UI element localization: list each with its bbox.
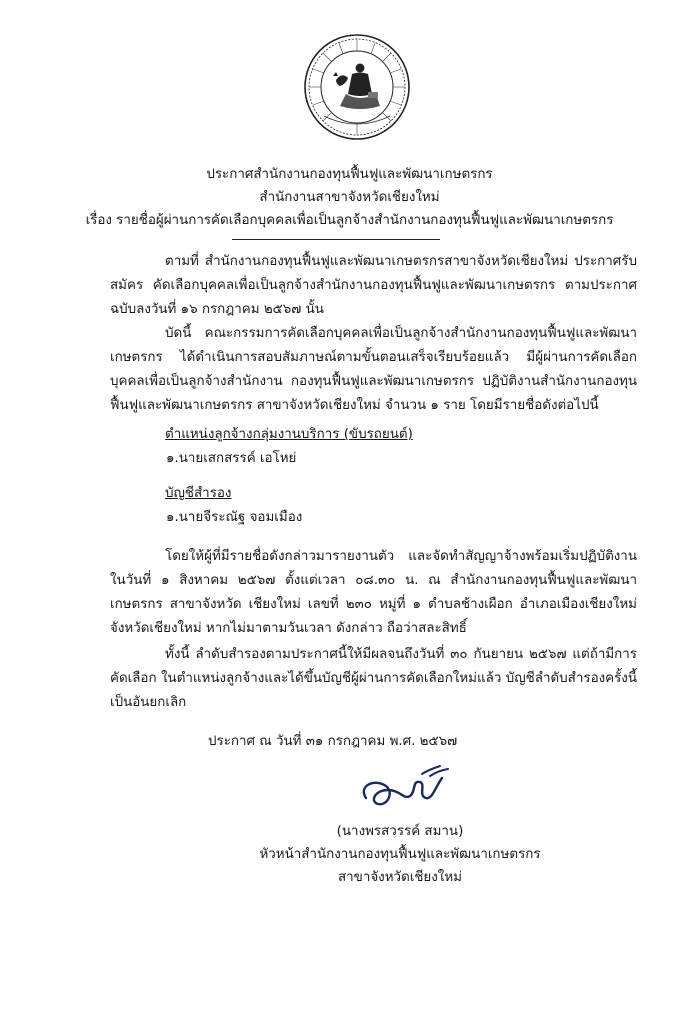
reserve-heading: บัญชีสำรอง	[165, 486, 232, 501]
position-section	[165, 423, 413, 471]
signer-block	[240, 820, 560, 889]
header-subject: เรื่อง รายชื่อผู้ผ่านการคัดเลือกบุคคลเพื่อเป็นลูกจ้างสำนักงานกองทุนฟื้นฟูและพัฒนาเกษตรกร	[85, 213, 614, 228]
signature-icon	[348, 760, 468, 820]
header-divider	[232, 239, 440, 240]
position-person: ๑.นายเสกสรรค์ เอโหย่	[166, 451, 297, 466]
paragraph-text: บัดนี้ คณะกรรมการคัดเลือกบุคคลเพื่อเป็นลูกจ้างสำนักงานกองทุนฟื้นฟูและพัฒนาเกษตรกร ได้ดำเนินการสอบสัมภาษณ์ตามขั้นตอนเสร็จเรียบร้อยแล้ว มีผู้ผ่านการคัดเลือกบุคคลเพื่อเป็นลูกจ้างสำนักงาน กองทุนฟื้นฟูและพัฒนาเกษตรกร ปฏิบัติงานสำนักงานกองทุนฟื้นฟูและพัฒนาเกษตรกร สาขาจังหวัดเชียงใหม่ จำนวน ๑ ราย โดยมีรายชื่อดังต่อไปนี้	[110, 326, 637, 413]
paragraph-text: ทั้งนี้ ลำดับสำรองตามประกาศนี้ให้มีผลจนถึงวันที่ ๓๐ กันยายน ๒๕๖๗ แต่ถ้ามีการคัดเลือก ในตำแหน่งลูกจ้างและได้ขึ้นบัญชีผู้ผ่านการคัดเลือกใหม่แล้ว บัญชีลำดับสำรองครั้งนี้เป็นอันยกเลิก	[110, 647, 637, 710]
header-agency: ประกาศสำนักงานกองทุนฟื้นฟูและพัฒนาเกษตรกร	[206, 167, 493, 182]
body-paragraph-4	[110, 643, 637, 715]
signer-title: หัวหน้าสำนักงานกองทุนฟื้นฟูและพัฒนาเกษตรกร	[259, 847, 541, 862]
announcement-date: ประกาศ ณ วันที่ ๓๑ กรกฎาคม พ.ศ. ๒๕๖๗	[208, 734, 458, 749]
announcement-header	[0, 163, 699, 232]
body-paragraph-2	[110, 322, 637, 418]
body-paragraph-3	[110, 545, 637, 641]
agency-seal-icon	[302, 32, 412, 142]
reserve-person: ๑.นายจีระณัฐ จอมเมือง	[166, 510, 303, 525]
signer-branch: สาขาจังหวัดเชียงใหม่	[337, 870, 463, 885]
header-branch: สำนักงานสาขาจังหวัดเชียงใหม่	[259, 190, 440, 205]
reserve-section	[165, 482, 302, 530]
paragraph-text: ตามที่ สำนักงานกองทุนฟื้นฟูและพัฒนาเกษตรกรสาขาจังหวัดเชียงใหม่ ประกาศรับสมัคร คัดเลือกบุคคลเพื่อเป็นลูกจ้างสำนักงานกองทุนฟื้นฟูและพัฒนาเกษตรกร ตามประกาศฉบับลงวันที่ ๑๖ กรกฎาคม ๒๕๖๗ นั้น	[110, 254, 637, 317]
paragraph-text: โดยให้ผู้ที่มีรายชื่อดังกล่าวมารายงานตัว และจัดทำสัญญาจ้างพร้อมเริ่มปฏิบัติงาน ในวันที่ ๑ สิงหาคม ๒๕๖๗ ตั้งแต่เวลา ๐๘.๓๐ น. ณ สำนักงานกองทุนฟื้นฟูและพัฒนาเกษตรกร สาขาจังหวัด เชียงใหม่ เลขที่ ๒๓๐ หมู่ที่ ๑ ตำบลช้างเผือก อำเภอเมืองเชียงใหม่ จังหวัดเชียงใหม่ หากไม่มาตามวันเวลา ดังกล่าว ถือว่าสละสิทธิ์	[110, 549, 637, 636]
position-heading: ตำแหน่งลูกจ้างกลุ่มงานบริการ (ขับรถยนต์)	[165, 427, 413, 442]
signer-name: (นางพรสวรรค์ สมาน)	[336, 824, 464, 839]
body-paragraph-1	[110, 250, 637, 322]
